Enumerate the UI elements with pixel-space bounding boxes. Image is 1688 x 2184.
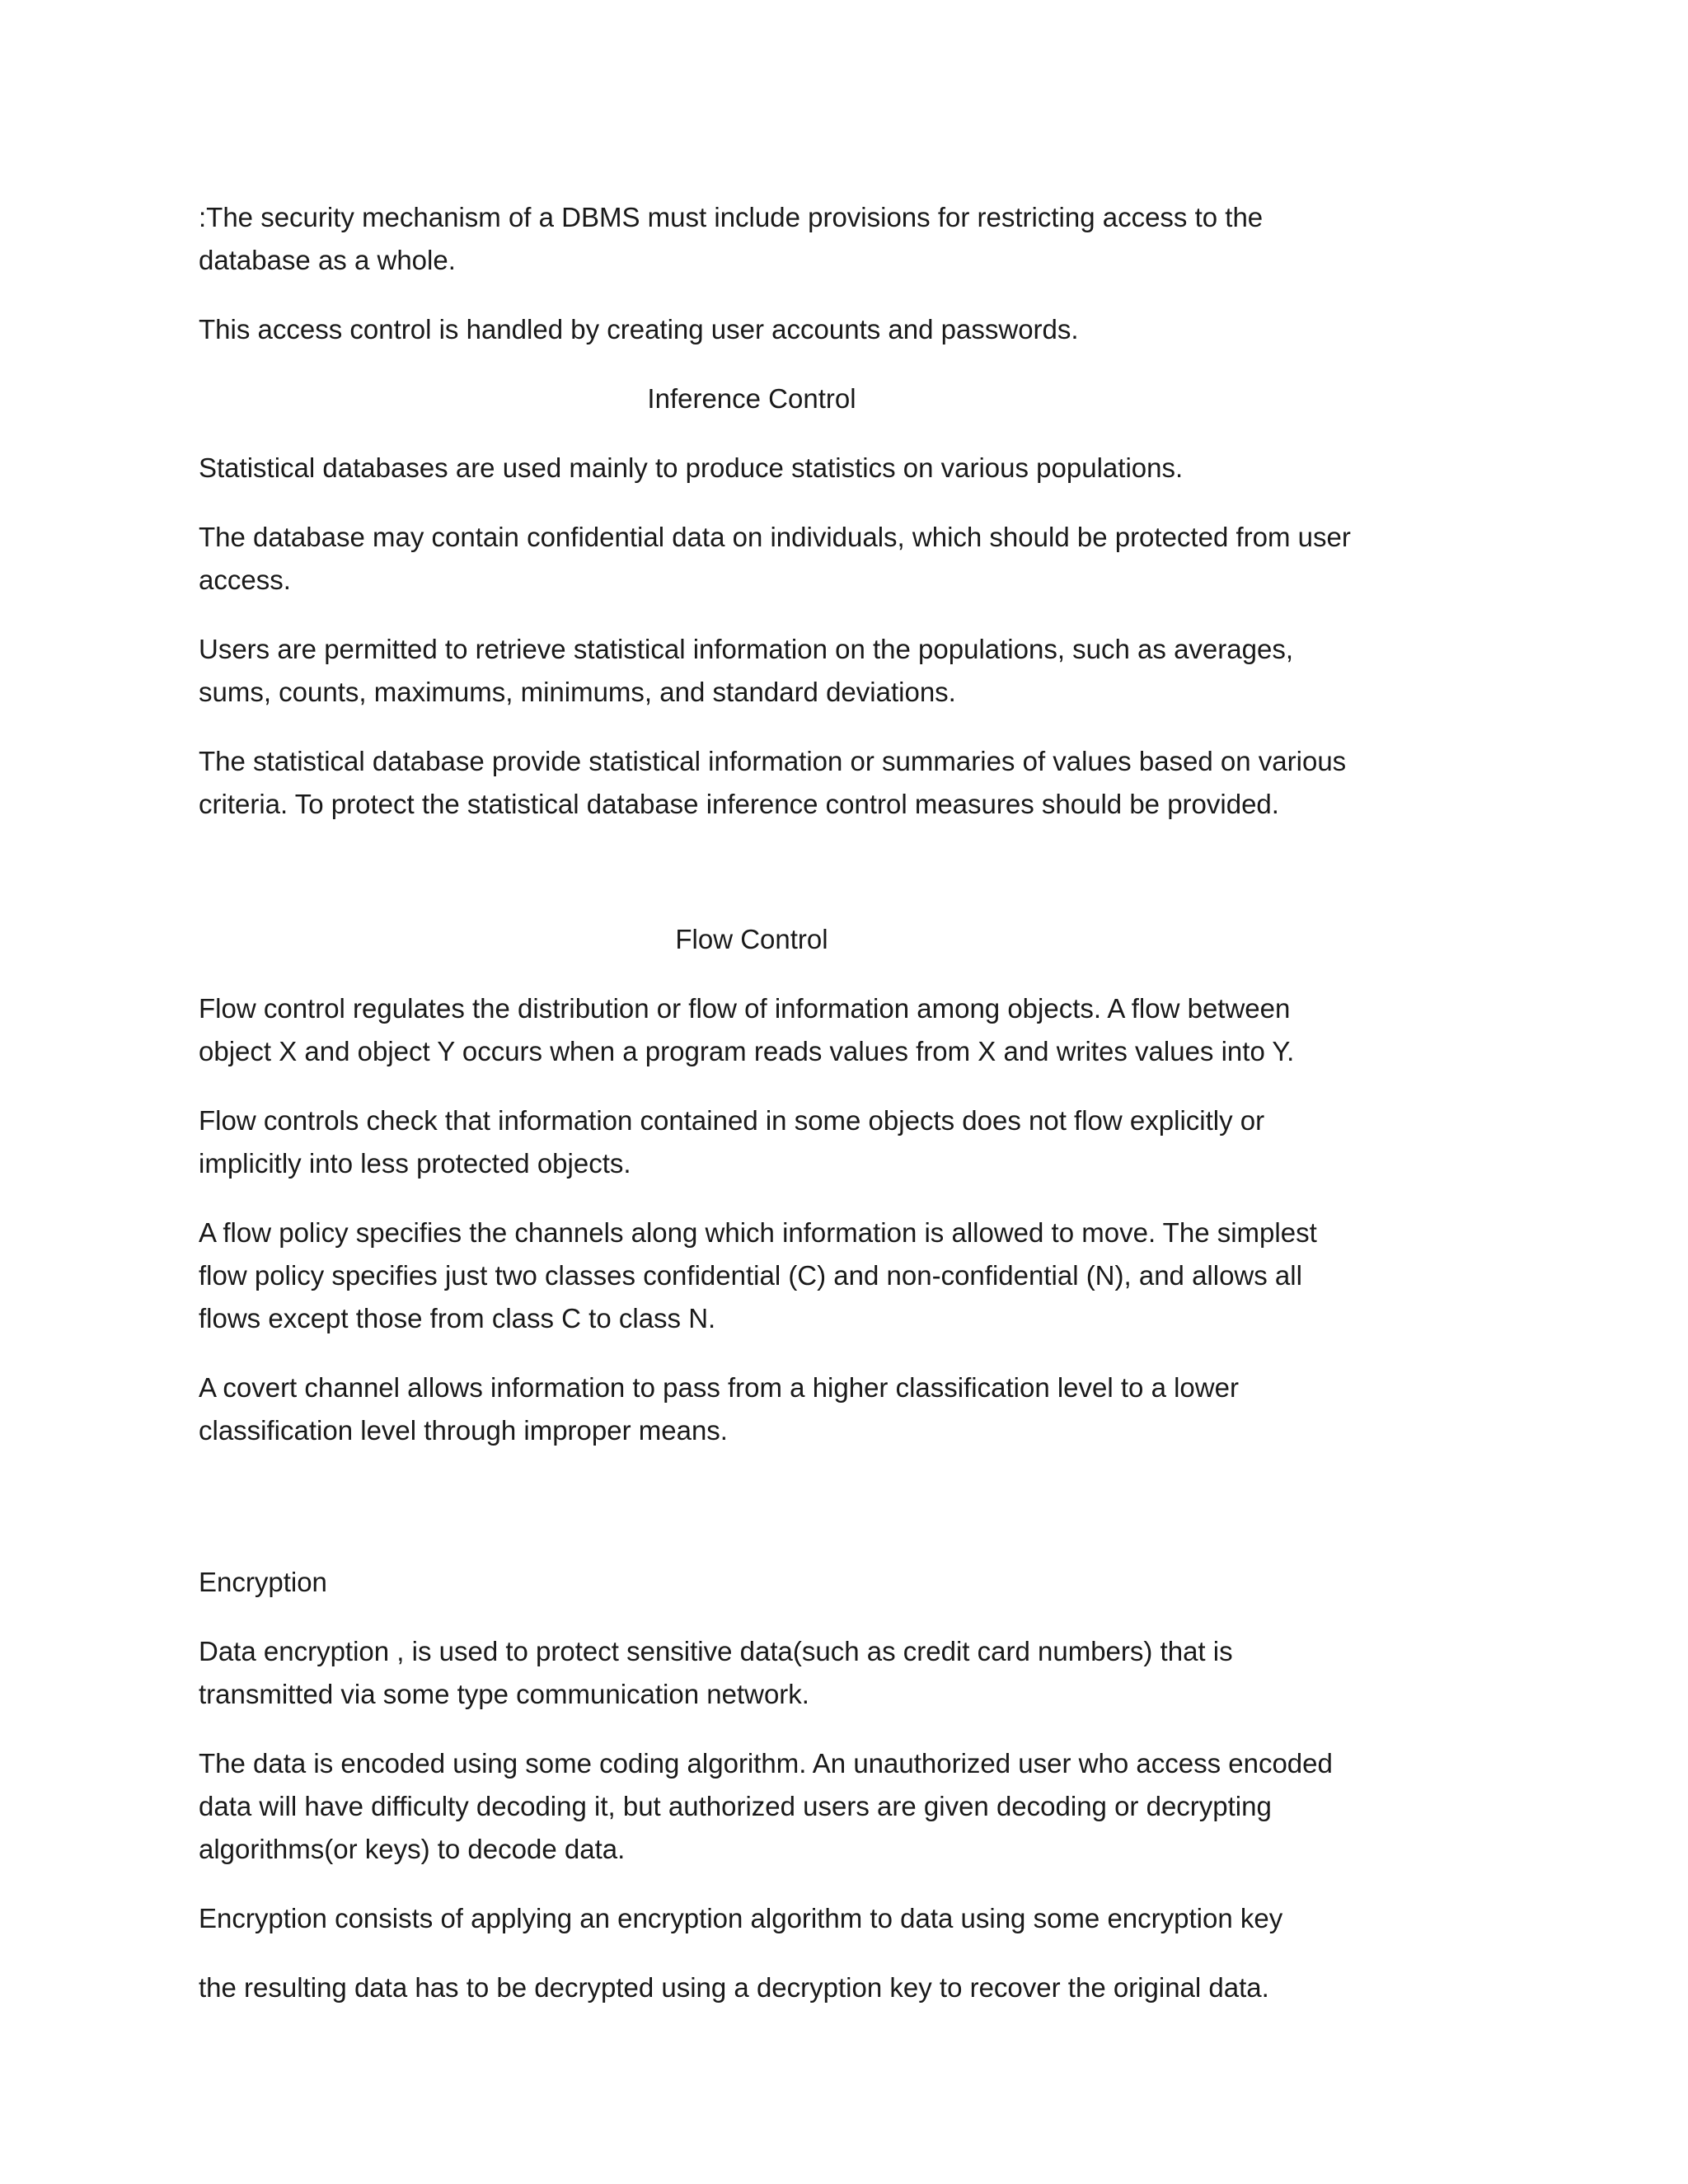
flow-control-paragraph-2: Flow controls check that information contained in some objects does not flow explicitly or implicitly into less protected objects. [199, 1105, 1265, 1179]
flow-control-paragraph-3: A flow policy specifies the channels along which information is allowed to move. The simplest flow policy specifies just two classes confidential (C) and non-confidential (N), and allows all flows except those from class C to class N. [199, 1217, 1317, 1333]
encryption-heading: Encryption [199, 1567, 327, 1597]
flow-control-paragraph-4: A covert channel allows information to pass from a higher classification level to a lower classification level through improper means. [199, 1372, 1239, 1446]
inference-control-paragraph-1: Statistical databases are used mainly to produce statistics on various populations. [199, 452, 1184, 483]
inference-control-heading: Inference Control [647, 383, 856, 414]
section-spacer [199, 852, 1369, 918]
access-control-paragraph-1: :The security mechanism of a DBMS must include provisions for restricting access to the database as a whole. [199, 202, 1264, 275]
access-control-paragraph-2: This access control is handled by creating user accounts and passwords. [199, 314, 1079, 344]
encryption-paragraph-1: Data encryption , is used to protect sensitive data(such as credit card numbers) that is transmitted via some type communication network. [199, 1636, 1233, 1709]
inference-control-paragraph-2: The database may contain confidential data on individuals, which should be protected from user access. [199, 522, 1351, 595]
encryption-paragraph-2: The data is encoded using some coding algorithm. An unauthorized user who access encoded data will have difficulty decoding it, but authorized users are given decoding or decrypting algorithms(or keys) to decode data. [199, 1748, 1333, 1864]
encryption-paragraph-4: the resulting data has to be decrypted using a decryption key to recover the original data. [199, 1972, 1269, 2003]
flow-control-paragraph-1: Flow control regulates the distribution or flow of information among objects. A flow between object X and object Y occurs when a program reads values from X and writes values into Y. [199, 993, 1295, 1066]
flow-control-heading: Flow Control [675, 924, 828, 954]
encryption-paragraph-3: Encryption consists of applying an encryption algorithm to data using some encryption key [199, 1903, 1283, 1933]
document-body [199, 196, 1369, 2036]
inference-control-paragraph-4: The statistical database provide statistical information or summaries of values based on various criteria. To protect the statistical database inference control measures should be provided. [199, 746, 1347, 819]
section-spacer [199, 1479, 1369, 1561]
inference-control-paragraph-3: Users are permitted to retrieve statistical information on the populations, such as averages, sums, counts, maximums, minimums, and standard deviations. [199, 634, 1293, 707]
